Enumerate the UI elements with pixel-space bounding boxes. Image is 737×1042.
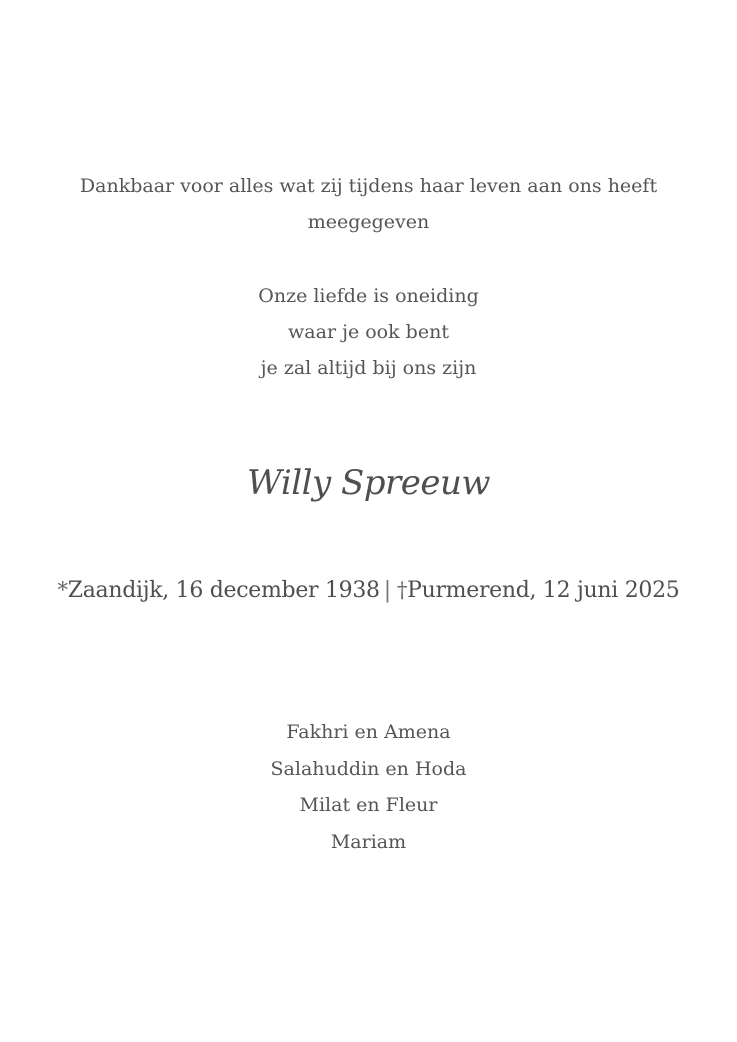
family-list bbox=[0, 714, 737, 860]
family-member: Salahuddin en Hoda bbox=[270, 757, 467, 780]
poem-line: waar je ook bent bbox=[288, 321, 449, 343]
birth-symbol: * bbox=[57, 578, 68, 602]
cross-symbol: † bbox=[396, 578, 408, 602]
family-member: Fakhri en Amena bbox=[286, 721, 451, 743]
birth-date: Zaandijk, 16 december 1938 bbox=[67, 578, 380, 603]
family-member: Milat en Fleur bbox=[299, 794, 438, 816]
family-member: Mariam bbox=[330, 830, 407, 853]
life-dates-line bbox=[0, 570, 737, 611]
deceased-name-text: Willy Spreeuw bbox=[246, 463, 491, 503]
intro-text bbox=[0, 168, 737, 240]
deceased-name bbox=[0, 458, 737, 508]
intro-line: meegegeven bbox=[307, 211, 430, 233]
poem-line: Onze liefde is oneiding bbox=[258, 285, 479, 307]
intro-line: Dankbaar voor alles wat zij tijdens haar leven aan ons heeft bbox=[79, 175, 658, 197]
poem-line: je zal altijd bij ons zijn bbox=[260, 357, 477, 379]
date-separator: | bbox=[383, 578, 391, 603]
death-date: Purmerend, 12 juni 2025 bbox=[407, 578, 680, 603]
poem bbox=[0, 278, 737, 386]
life-dates bbox=[0, 570, 737, 611]
